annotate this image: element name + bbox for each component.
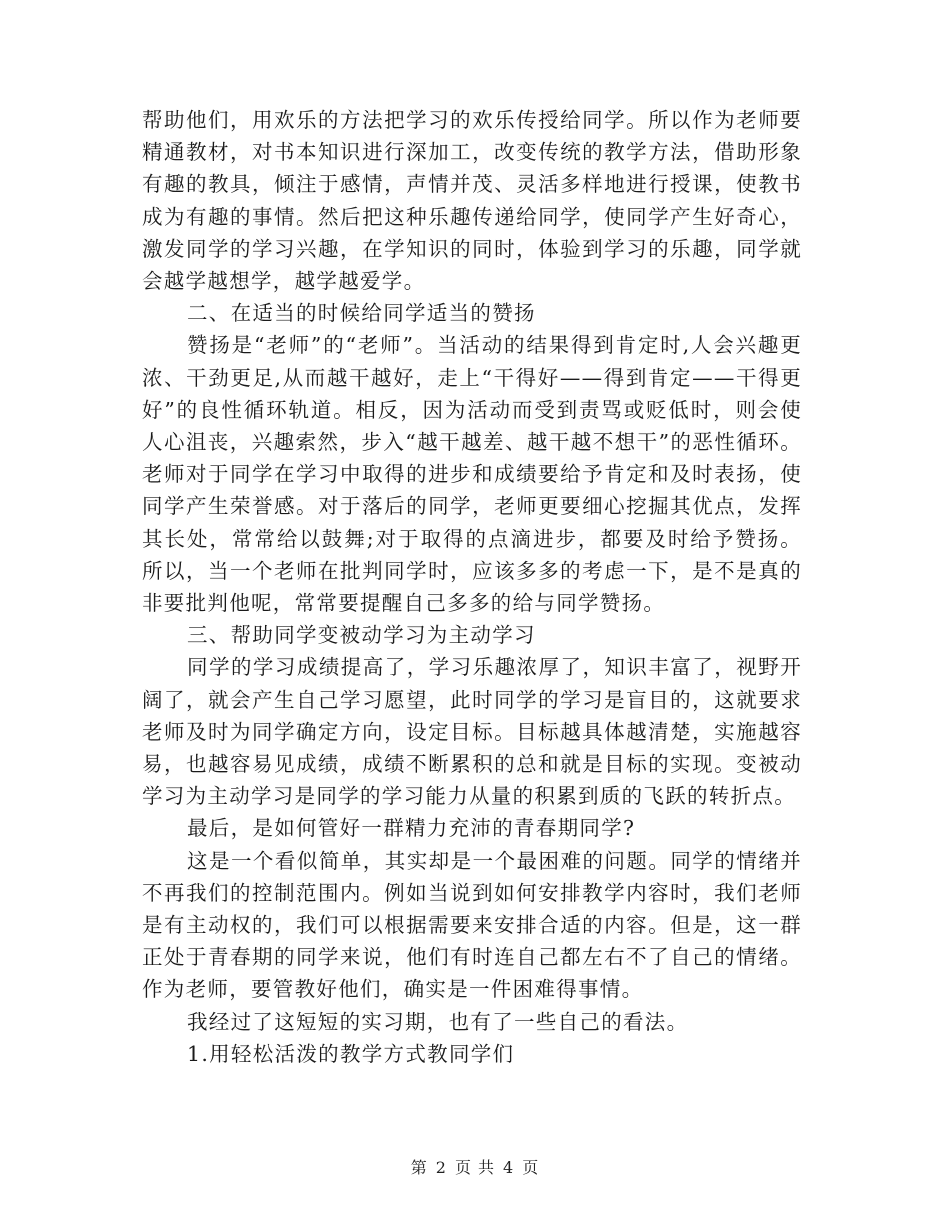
section-heading-praise: 二、在适当的时候给同学适当的赞扬 — [187, 301, 536, 326]
footer-middle: 页 共 — [454, 1158, 496, 1177]
footer-current-page: 2 — [435, 1158, 447, 1177]
paragraph-active-learning: 同学的学习成绩提高了，学习乐趣浓厚了，知识丰富了，视野开阔了，就会产生自己学习愿望，此时同学的学习是盲目的，这就要求老师及时为同学确定方向，设定目标。目标越具体越清楚，实施越容易，也越容易见成绩，成绩不断累积的总和就是目标的实现。变被动学习为主动学习是同学的学习能力从量的积累到质的飞跃的转折点。 — [142, 655, 802, 809]
section-heading-active-learning: 三、帮助同学变被动学习为主动学习 — [187, 623, 536, 648]
paragraph-question: 最后，是如何管好一群精力充沛的青春期同学? — [187, 816, 636, 841]
paragraph-praise: 赞扬是“老师”的“老师”。当活动的结果得到肯定时,人会兴趣更浓、干劲更足,从而越干越好，走上“干得好——得到肯定——干得更好”的良性循环轨道。相反，因为活动而受到责骂或贬低时，则会使人心沮丧，兴趣索然，步入“越干越差、越干越不想干”的恶性循环。老师对于同学在学习中取得的进步和成绩要给予肯定和及时表扬，使同学产生荣誉感。对于落后的同学，老师更要细心挖掘其优点，发挥其长处，常常给以鼓舞;对于取得的点滴进步，都要及时给予赞扬。所以，当一个老师在批判同学时，应该多多的考虑一下，是不是真的非要批判他呢，常常要提醒自己多多的给与同学赞扬。 — [142, 333, 802, 616]
page-footer — [0, 1155, 950, 1178]
list-item-1: 1.用轻松活泼的教学方式教同学们 — [187, 1041, 515, 1066]
paragraph-continuation: 帮助他们，用欢乐的方法把学习的欢乐传授给同学。所以作为老师要精通教材，对书本知识进行深加工，改变传统的教学方法，借助形象有趣的教具，倾注于感情，声情并茂、灵活多样地进行授课，使教书成为有趣的事情。然后把这种乐趣传递给同学，使同学产生好奇心，激发同学的学习兴趣，在学知识的同时，体验到学习的乐趣，同学就会越学越想学，越学越爱学。 — [142, 108, 802, 294]
paragraph-difficulty: 这是一个看似简单，其实却是一个最困难的问题。同学的情绪并不再我们的控制范围内。例如当说到如何安排教学内容时，我们老师是有主动权的，我们可以根据需要来安排合适的内容。但是，这一群正处于青春期的同学来说，他们有时连自己都左右不了自己的情绪。作为老师，要管教好他们，确实是一件困难得事情。 — [142, 848, 802, 1002]
document-body — [142, 104, 802, 1070]
footer-prefix: 第 — [410, 1158, 428, 1177]
footer-total-pages: 4 — [503, 1158, 515, 1177]
footer-suffix: 页 — [522, 1158, 540, 1177]
paragraph-opinion-intro: 我经过了这短短的实习期，也有了一些自己的看法。 — [187, 1009, 689, 1034]
